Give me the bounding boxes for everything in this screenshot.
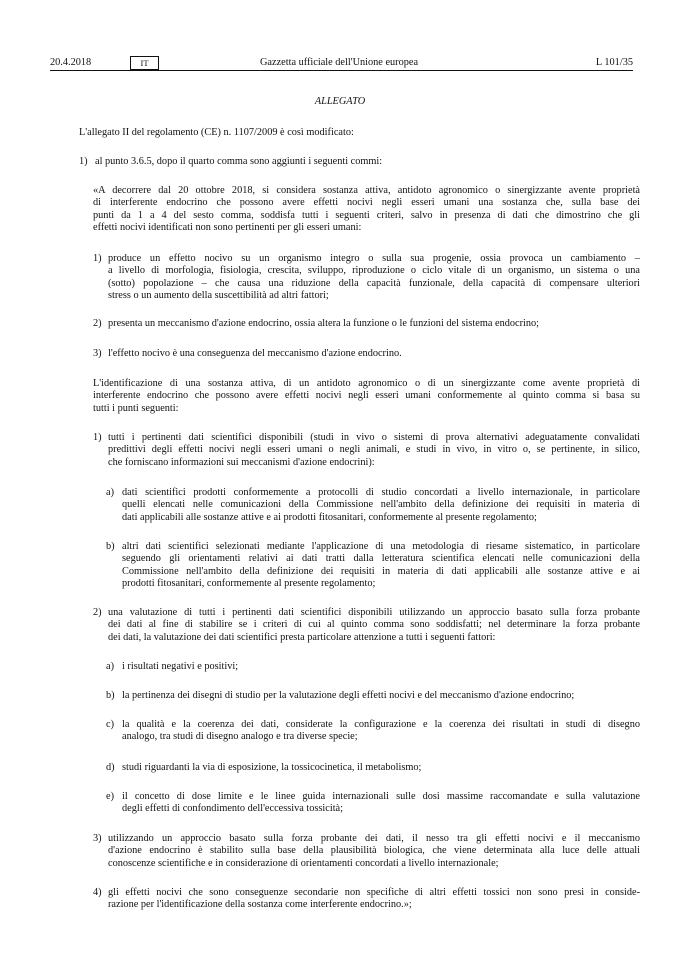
criterion-text — [108, 253, 640, 303]
text-line: Commissione nell'ambito della definizione dei requisiti in materia di dati applicabili alle sostanze attive e ai — [122, 565, 640, 577]
journal-title: Gazzetta ufficiale dell'Unione europea — [260, 57, 419, 68]
point-number: 1) — [79, 156, 88, 167]
criterion-text — [108, 318, 640, 330]
subpoint-letter: d) — [106, 762, 115, 773]
subpoint-letter: c) — [106, 719, 114, 730]
subpoint-text — [122, 487, 640, 524]
subpoint-text — [122, 719, 640, 744]
quote-paragraph — [93, 378, 640, 415]
text-line: l'effetto nocivo è una conseguenza del meccanismo d'azione endocrino. — [108, 348, 402, 359]
text-line: dati scientifici prodotti conformemente a protocolli di studio concordati a livello internazionale, in particolare — [122, 487, 640, 498]
text-line: la qualità e la coerenza dei dati, considerate la configurazione e la coerenza dei risultati in studi di disegno — [122, 719, 640, 730]
header-date: 20.4.2018 — [50, 57, 92, 68]
point-number: 4) — [93, 887, 102, 898]
subpoint-text — [122, 762, 640, 774]
subpoint-letter: b) — [106, 690, 115, 701]
text-line: tutti i punti seguenti: — [93, 402, 179, 414]
page-header — [50, 57, 633, 71]
subpoint-letter: a) — [106, 661, 114, 672]
subpoint-letter: e) — [106, 791, 114, 802]
criterion-number: 3) — [93, 348, 102, 359]
subpoint-text — [122, 791, 640, 816]
text-line: dei dati al fine di stabilire se i criteri di cui al quinto comma sono soddisfatti; nel determinare la forza probante — [108, 619, 640, 631]
point-text — [108, 887, 640, 912]
text-line: produce un effetto nocivo su un organismo integro o sulla sua progenie, ossia provoca un cambiamento – — [108, 253, 640, 264]
text-line: d'azione endocrino è stabilito sulla base della plausibilità biologica, che viene determinata alla luce delle attuali — [108, 845, 640, 857]
point-number: 3) — [93, 833, 102, 844]
text-line: punti da 1 a 4 del sesto comma, soddisfa tutti i seguenti criteri, salvo in presenza di dati che dimostrino che gli — [93, 209, 640, 221]
text-line: utilizzando un approccio basato sulla forza probante dei dati, il nesso tra gli effetti nocivi e il meccanismo — [108, 833, 640, 844]
criterion-number: 2) — [93, 318, 102, 329]
text-line: tutti i pertinenti dati scientifici disponibili (studi in vivo o sistemi di prova alternativi adeguatamente convalidati — [108, 432, 640, 443]
text-line: di interferente endocrino che possono avere effetti nocivi negli esseri umani una sostanza che, sulla base dei — [93, 197, 640, 209]
text-line: conoscenze scientifiche e in considerazione di orientamenti concordati a livello internazionale; — [108, 857, 499, 869]
text-line: effetti nocivi identificati non sono pertinenti per gli esseri umani: — [93, 222, 362, 234]
point-text: al punto 3.6.5, dopo il quarto comma sono aggiunti i seguenti commi: — [95, 156, 383, 167]
text-line: degli effetti di confondimento dell'eccessiva tossicità; — [122, 803, 343, 815]
point-text — [108, 432, 640, 469]
subpoint-letter: a) — [106, 487, 114, 498]
annex-title: ALLEGATO — [314, 96, 366, 107]
text-line: che forniscano informazioni sui meccanismi d'azione endocrini): — [108, 456, 375, 468]
text-line: (sotto) popolazione – che causa una riduzione della capacità funzionale, della capacità di compensare ulteriori — [108, 277, 640, 289]
intro-paragraph: L'allegato II del regolamento (CE) n. 1107/2009 è così modificato: — [79, 127, 354, 138]
subpoint-text — [122, 541, 640, 591]
point-text — [108, 833, 640, 870]
point-text — [108, 607, 640, 644]
text-line: interferente endocrino che possono avere effetti nocivi negli esseri umani conformemente al quinto comma si basa su — [93, 390, 640, 402]
text-line: presenta un meccanismo d'azione endocrino, ossia altera la funzione o le funzioni del sistema endocrino; — [108, 318, 540, 329]
quote-paragraph — [93, 185, 640, 235]
text-line: stress o un aumento della suscettibilità ad altri fattori; — [108, 290, 329, 302]
subpoint-letter: b) — [106, 541, 115, 552]
text-line: la pertinenza dei disegni di studio per la valutazione degli effetti nocivi e del meccanismo d'azione endocrino; — [122, 690, 575, 701]
subpoint-text — [122, 661, 640, 673]
subpoint-text — [122, 690, 640, 702]
text-line: una valutazione di tutti i pertinenti dati scientifici disponibili utilizzando un approccio basato sulla forza probante — [108, 607, 640, 618]
text-line: seguendo gli orientamenti relativi ai dati tratti dalla letteratura scientifica elencati nelle comunicazioni della — [122, 553, 640, 565]
header-rule — [50, 70, 633, 71]
point-number: 2) — [93, 607, 102, 618]
text-line: predittivi degli effetti nocivi negli esseri umani o negli animali, e studi in vivo, in vitro o, se pertinente, in silico, — [108, 444, 640, 456]
text-line: analogo, tra studi di disegno analogo e tra diverse specie; — [122, 731, 358, 743]
criterion-text — [108, 348, 640, 360]
text-line: gli effetti nocivi che sono conseguenze secondarie non specifiche di altri effetti tossici non sono presi in conside- — [108, 887, 640, 898]
point-number: 1) — [93, 432, 102, 443]
text-line: prodotti fitosanitari, conformemente al presente regolamento; — [122, 578, 376, 590]
text-line: razione per l'identificazione della sostanza come interferente endocrino.»; — [108, 899, 412, 911]
text-line: dati applicabili alle sostanze attive e ai prodotti fitosanitari, conformemente al presente regolamento; — [122, 511, 537, 523]
text-line: «A decorrere dal 20 ottobre 2018, si considera sostanza attiva, antidoto agronomico o sinergizzante avente proprietà — [93, 185, 640, 196]
text-line: i risultati negativi e positivi; — [122, 661, 239, 672]
text-line: dei dati, la valutazione dei dati scientifici presta particolare attenzione a tutti i seguenti fattori: — [108, 631, 496, 643]
text-line: altri dati scientifici selezionati mediante l'applicazione di una metodologia di riesame sistematico, in particolare — [122, 541, 640, 552]
language-badge: IT — [130, 56, 159, 70]
text-line: quelli elencati nelle comunicazioni della Commissione nell'ambito della definizione dei requisiti in materia di — [122, 499, 640, 511]
text-line: a livello di morfologia, fisiologia, crescita, sviluppo, riproduzione o ciclo vitale di un organismo, un sistema o una — [108, 265, 640, 277]
text-line: studi riguardanti la via di esposizione, la tossicocinetica, il metabolismo; — [122, 762, 422, 773]
text-line: il concetto di dose limite e le linee guida internazionali sulle dosi massime raccomandate e sulla valutazione — [122, 791, 640, 802]
page-reference: L 101/35 — [595, 57, 633, 68]
text-line: L'identificazione di una sostanza attiva, di un antidoto agronomico o di un sinergizzante come avente proprietà di — [93, 378, 640, 389]
criterion-number: 1) — [93, 253, 102, 264]
